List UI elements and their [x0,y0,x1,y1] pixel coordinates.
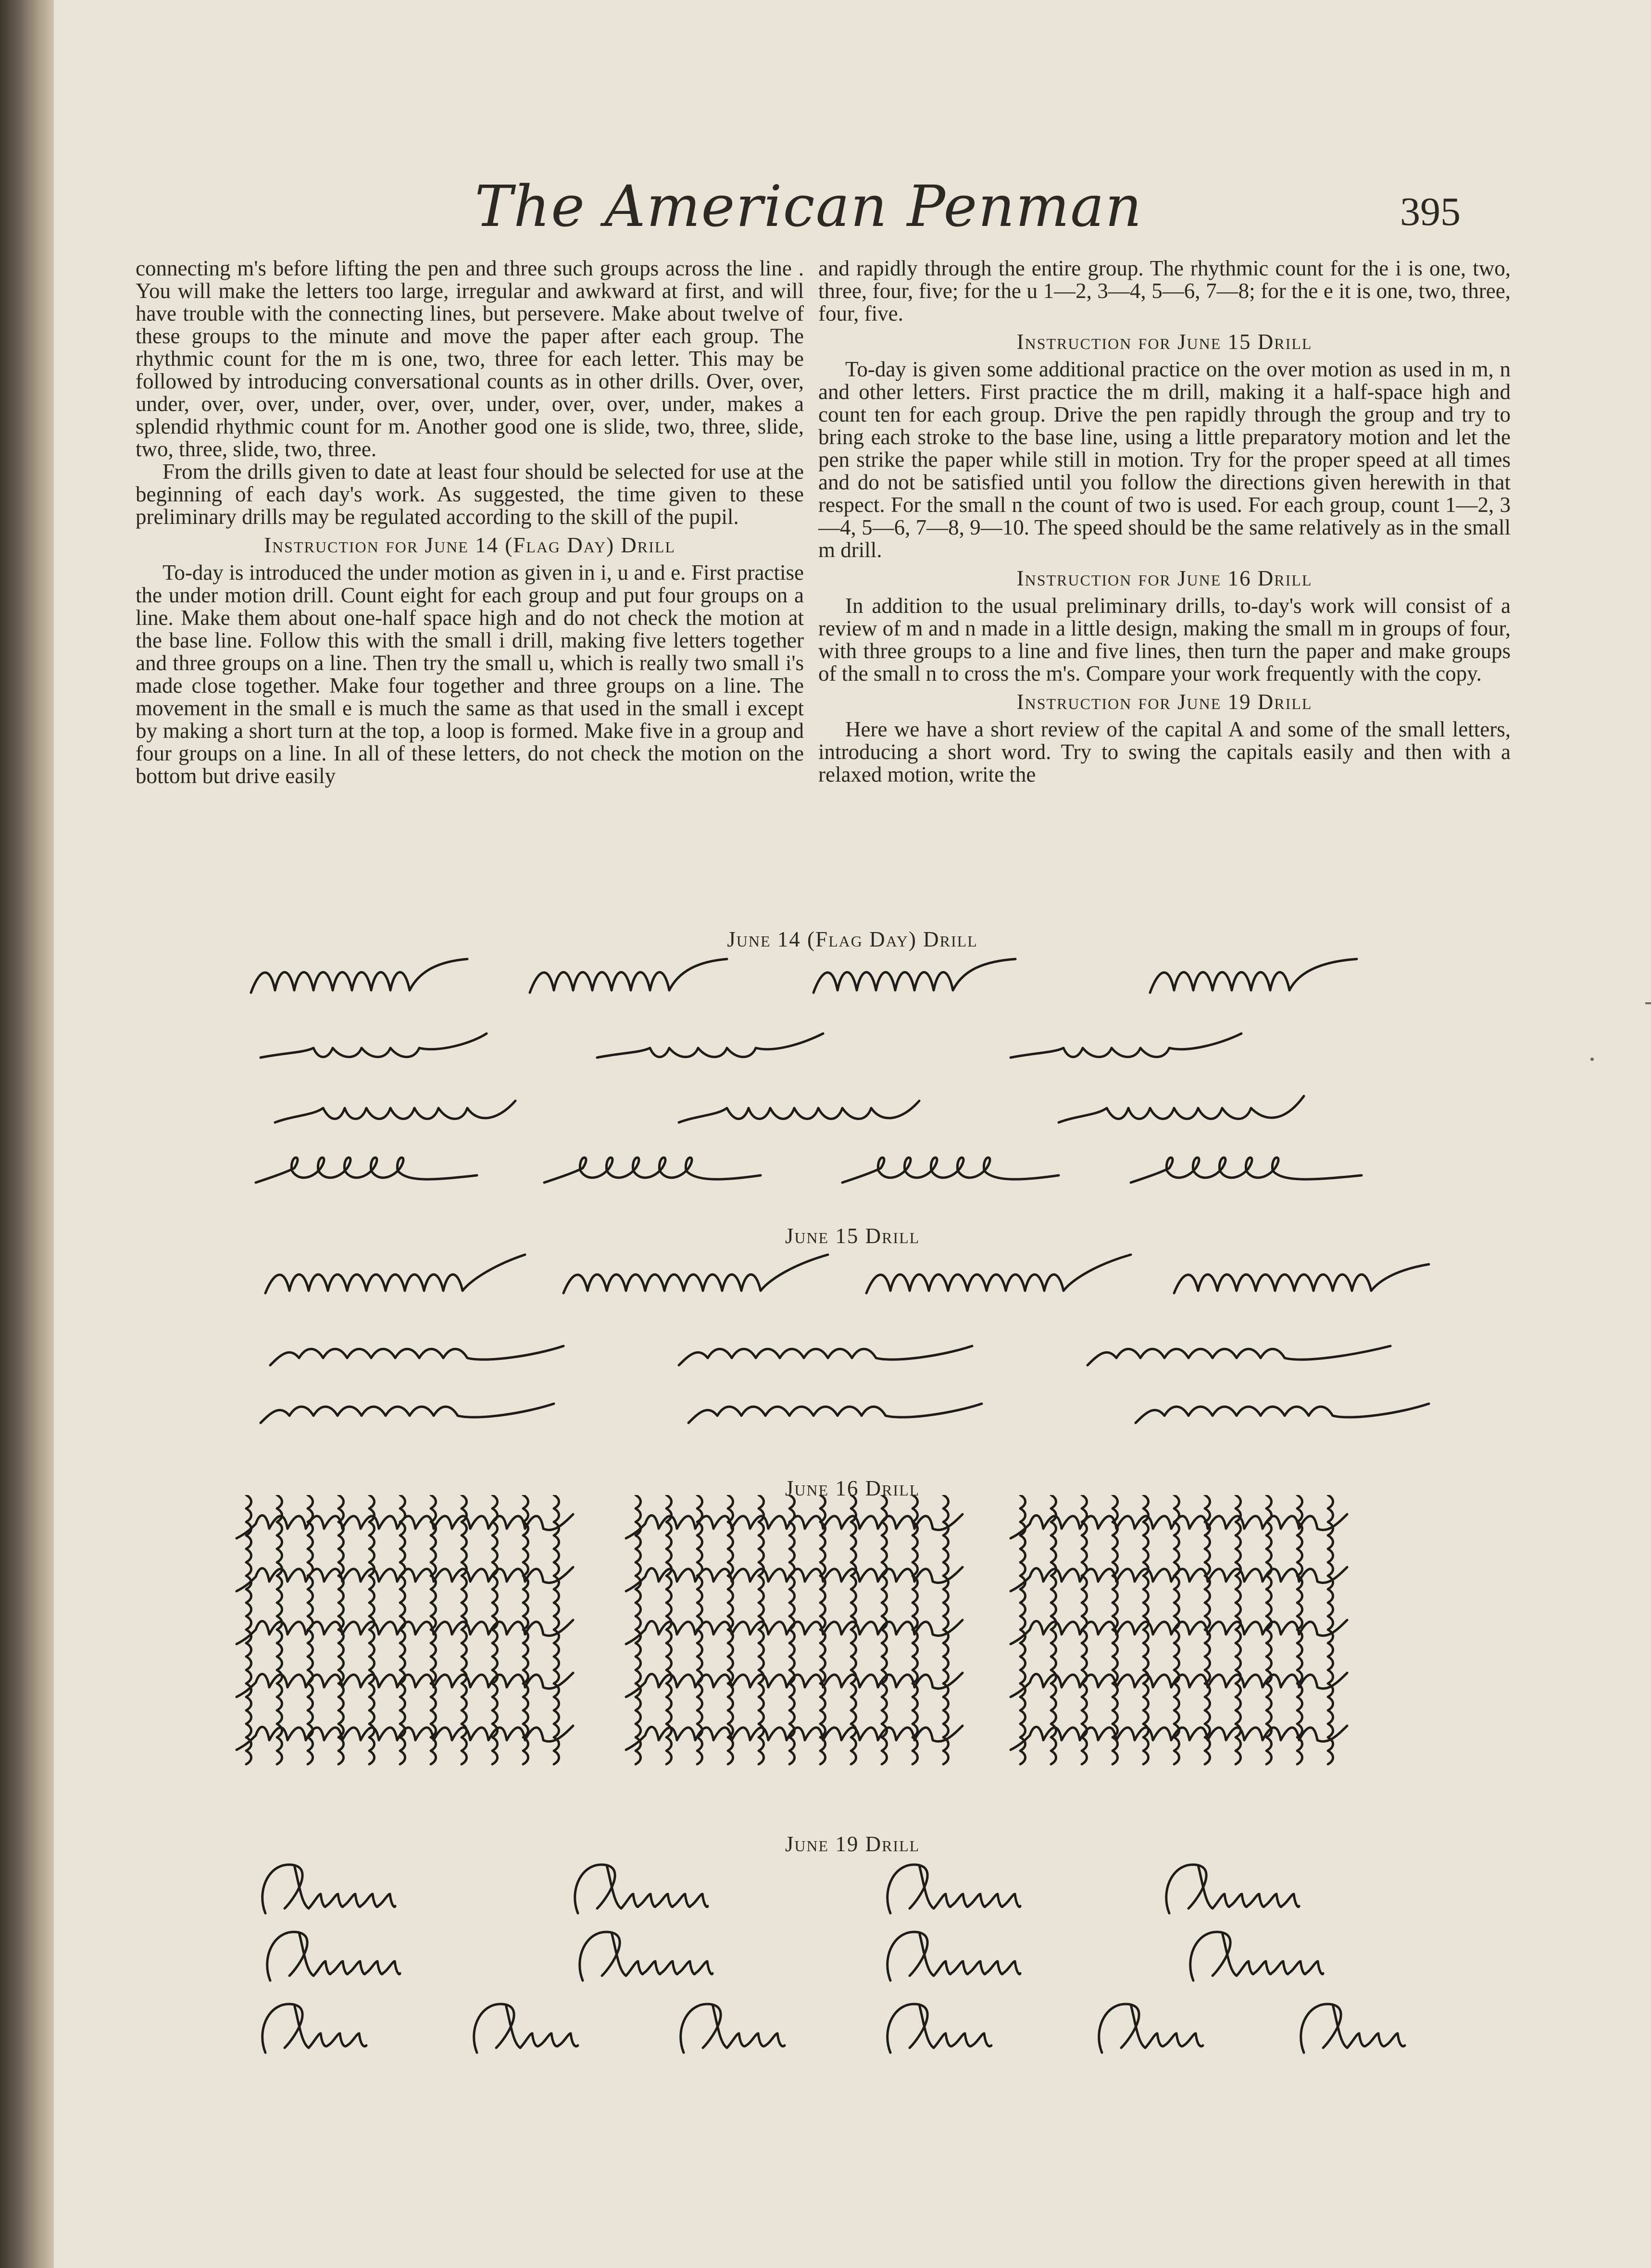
n-column-stroke [789,1495,795,1764]
small-letter-stroke [934,1961,1020,1976]
capital-a-stroke [575,1865,621,1913]
paragraph: To-day is introduced the under motion as given in i, u and e. First practise the under motion drill. Count eight for each group and put four groups on a line. Make them about one-half space high and do not check the motion at the base line. Follow this with the small i drill, making five letters together and three groups on a line. Then try the small u, which is really two small i's made close together. Make four together and three groups on a line. The movement in the small e is much the same as that used in the small i except by making a short turn at the top, a loop is formed. Make five in a group and four groups on a line. In all of these letters, do not check the motion on the bottom but drive easily [136,561,804,788]
june16-drill-lattice [54,1495,1651,1807]
n-column-stroke [1328,1495,1333,1764]
n-column-stroke [943,1495,949,1764]
n-column-stroke [554,1495,559,1764]
section-heading: Instruction for June 14 (Flag Day) Drill [264,533,675,557]
small-letter-stroke [313,1961,400,1976]
book-page [54,0,1651,2268]
n-column-stroke [1236,1495,1241,1764]
capital-a-stroke [474,2004,520,2053]
capital-a-stroke [681,2004,727,2053]
n-column-stroke [882,1495,887,1764]
page-mark [1645,1002,1651,1004]
n-column-stroke [277,1495,282,1764]
capital-a-stroke [263,1865,309,1913]
paragraph: From the drills given to date at least four should be selected for use at the beginning of each day's work. As suggested, the time given to these preliminary drills may be regulated according to the skill of the pupil. [136,460,804,529]
n-column-stroke [1143,1495,1149,1764]
small-letter-stroke [520,2033,578,2048]
n-column-stroke [462,1495,467,1764]
drill-heading-june15: June 15 Drill [785,1224,920,1248]
n-column-stroke [1266,1495,1272,1764]
n-column-stroke [636,1495,641,1764]
n-column-stroke [851,1495,856,1764]
n-column-stroke [697,1495,702,1764]
capital-a-stroke [580,1932,626,1981]
capital-a-stroke [888,1932,934,1981]
book-spine-edge [0,0,54,2268]
capital-a-stroke [1301,2004,1347,2053]
n-column-stroke [492,1495,498,1764]
masthead-title: The American Penman [475,173,1143,239]
small-letter-stroke [934,2033,991,2048]
drill-heading-june19: June 19 Drill [785,1832,920,1856]
capital-a-stroke [888,1865,934,1913]
paragraph: connecting m's before lifting the pen and three such groups across the line . You will make the letters too large, irregular and awkward at first, and will have trouble with the connecting lines, but persevere. Make about twelve of these groups to the minute and move the paper after each group. The rhythmic count for the m is one, two, three for each letter. This may be followed by introducing conversational counts as in other drills. Over, over, under, over, over, under, over, over, under, over, over, under, makes a splendid rhythmic count for m. Another good one is slide, two, three, slide, two, three, slide, two, three. [136,256,804,461]
small-letter-stroke [309,2033,366,2048]
n-column-stroke [400,1495,405,1764]
right-text-column [818,257,1511,786]
n-column-stroke [666,1495,672,1764]
small-letter-stroke [626,1961,713,1976]
section-heading: Instruction for June 19 Drill [1016,690,1313,714]
small-letter-stroke [1213,1894,1299,1908]
n-column-stroke [759,1495,764,1764]
drill-heading-june14: June 14 (Flag Day) Drill [727,927,978,951]
n-column-stroke [1020,1495,1026,1764]
section-heading: Instruction for June 15 Drill [1016,330,1313,354]
n-column-stroke [1082,1495,1087,1764]
n-column-stroke [308,1495,313,1764]
small-letter-stroke [1347,2033,1405,2048]
paragraph: To-day is given some additional practice on the over motion as used in m, n and other letters. First practice the m drill, making it a half-space high and count ten for each group. Drive the pen rapidly through the group and try to bring each stroke to the base line, using a little preparatory motion and let the pen strike the paper while still in motion. Try for the proper speed at all times and do not be satisfied until you follow the directions given herewith in that respect. For the small n the count of two is used. For each group, count 1—2, 3—4, 5—6, 7—8, 9—10. The speed should be the same relatively as in the small m drill. [818,357,1511,562]
n-column-stroke [369,1495,375,1764]
paragraph: and rapidly through the entire group. The rhythmic count for the i is one, two, three, four, five; for the u 1—2, 3—4, 5—6, 7—8; for the e it is one, two, three, four, five. [818,256,1511,325]
june15-drill-illustration [54,1250,1651,1452]
left-text-column [136,257,804,787]
capital-a-stroke [267,1932,313,1981]
capital-a-stroke [1166,1865,1213,1913]
n-column-stroke [1174,1495,1179,1764]
section-heading: Instruction for June 16 Drill [1016,566,1313,590]
capital-a-stroke [1190,1932,1237,1981]
capital-a-stroke [263,2004,309,2053]
small-letter-stroke [1145,2033,1203,2048]
page-mark [1590,1058,1594,1061]
small-letter-stroke [727,2033,785,2048]
june14-drill-illustration [54,957,1651,1207]
june19-drill-illustration [54,1856,1651,2086]
drill-heading-june16: June 16 Drill [785,1476,920,1500]
small-letter-stroke [934,1894,1020,1908]
small-letter-stroke [621,1894,708,1908]
small-letter-stroke [309,1894,395,1908]
paragraph: In addition to the usual preliminary drills, to-day's work will consist of a review of m and n made in a little design, making the small m in groups of four, with three groups to a line and five lines, then turn the paper and make groups of the small n to cross the m's. Compare your work frequently with the copy. [818,594,1511,685]
capital-a-stroke [1099,2004,1145,2053]
capital-a-stroke [888,2004,934,2053]
n-column-stroke [246,1495,251,1764]
paragraph: Here we have a short review of the capital A and some of the small letters, introducing a short word. Try to swing the capitals easily and then with a relaxed motion, write the [818,717,1511,786]
page-number: 395 [1400,189,1461,234]
n-column-stroke [1051,1495,1056,1764]
small-letter-stroke [1237,1961,1323,1976]
